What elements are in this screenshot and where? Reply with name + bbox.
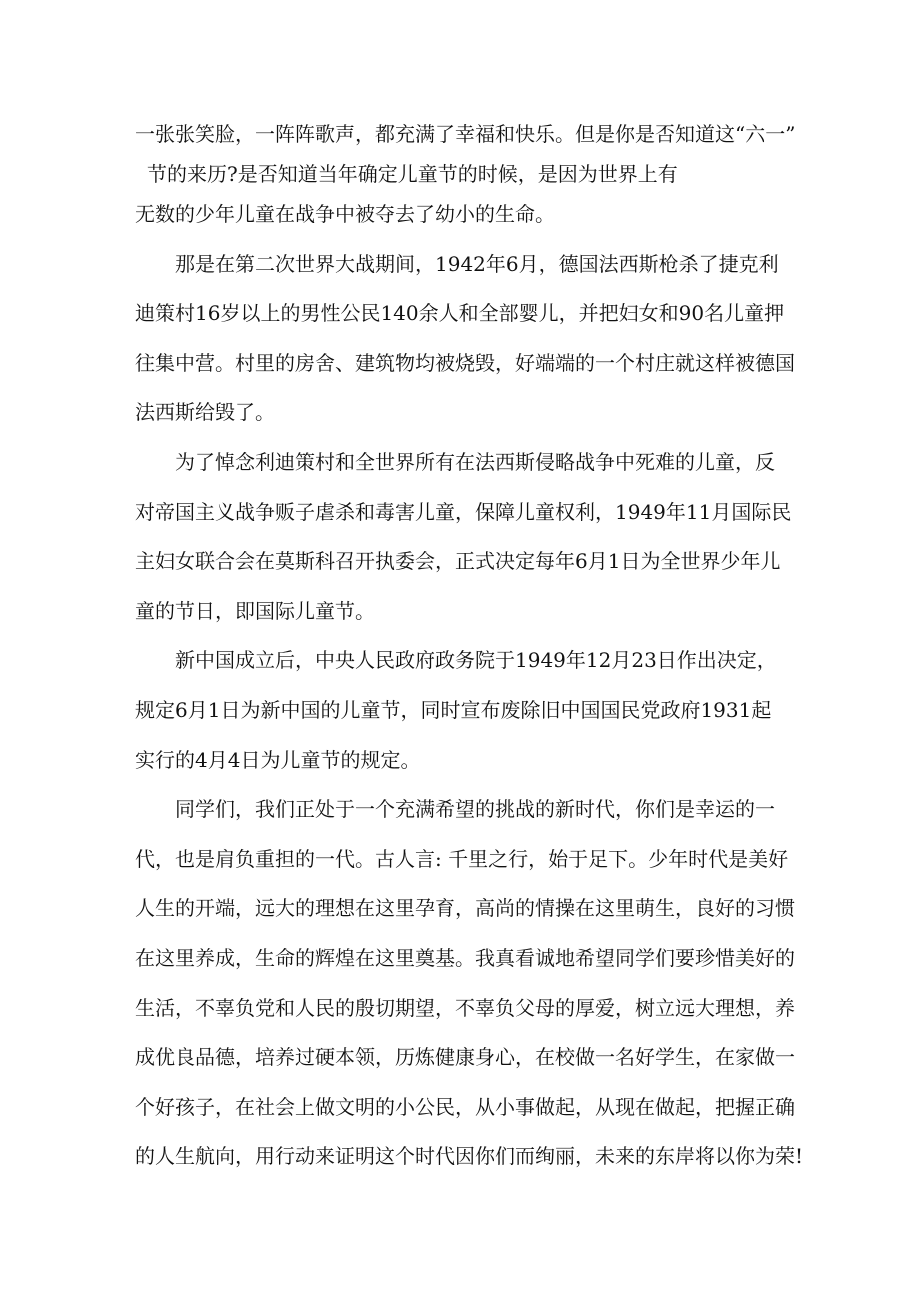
document-body: [135, 119, 804, 1191]
text-line: 的人生航向，用行动来证明这个时代因你们而绚丽，未来的东岸将以你为荣!: [135, 1144, 804, 1169]
text-line: 往集中营。村里的房舍、建筑物均被烧毁，好端端的一个村庄就这样被德国: [135, 350, 795, 375]
paragraph-start-line: 那是在第二次世界大战期间，1942年6月，德国法西斯枪杀了捷克利: [175, 251, 779, 276]
text-line: 对帝国主义战争贩子虐杀和毒害儿童，保障儿童权利，1949年11月国际民: [135, 499, 792, 524]
text-line: 人生的开端，远大的理想在这里孕育，高尚的情操在这里萌生，良好的习惯: [135, 896, 795, 921]
text-line: 个好孩子，在社会上做文明的小公民，从小事做起，从现在做起，把握正确: [135, 1094, 795, 1119]
text-line: 主妇女联合会在莫斯科召开执委会，正式决定每年6月1日为全世界少年儿: [135, 549, 781, 574]
text-line: 童的节日，即国际儿童节。: [135, 598, 375, 623]
text-line: 规定6月1日为新中国的儿童节，同时宣布废除旧中国国民党政府1931起: [135, 697, 772, 722]
paragraph-start-line: 新中国成立后，中央人民政府政务院于1949年12月23日作出决定，: [175, 648, 777, 673]
paragraph-start-line: 为了悼念利迪策村和全世界所有在法西斯侵略战争中死难的儿童，反: [175, 449, 775, 474]
text-line: 无数的少年儿童在战争中被夺去了幼小的生命。: [135, 202, 555, 226]
text-line: 一张张笑脸，一阵阵歌声，都充满了幸福和快乐。但是你是否知道这“六一”: [135, 122, 796, 146]
paragraph-start-line: 同学们，我们正处于一个充满希望的挑战的新时代，你们是幸运的一: [175, 797, 775, 822]
text-line: 实行的4月4日为儿童节的规定。: [135, 747, 421, 772]
text-line: 在这里养成，生命的辉煌在这里奠基。我真看诚地希望同学们要珍惜美好的: [135, 945, 795, 970]
text-line: 迪策村16岁以上的男性公民140余人和全部婴儿，并把妇女和90名儿童押: [135, 301, 785, 326]
text-line: 成优良品德，培养过硬本领，历炼健康身心，在校做一名好学生，在家做一: [135, 1045, 795, 1070]
text-line: 法西斯给毁了。: [135, 400, 275, 425]
text-line: 生活，不辜负党和人民的殷切期望，不辜负父母的厚爱，树立远大理想，养: [135, 995, 795, 1020]
text-line: 代，也是肩负重担的一代。古人言: 千里之行，始于足下。少年时代是美好: [135, 846, 789, 871]
text-line: 节的来历?是否知道当年确定儿童节的时候，是因为世界上有: [147, 162, 678, 186]
